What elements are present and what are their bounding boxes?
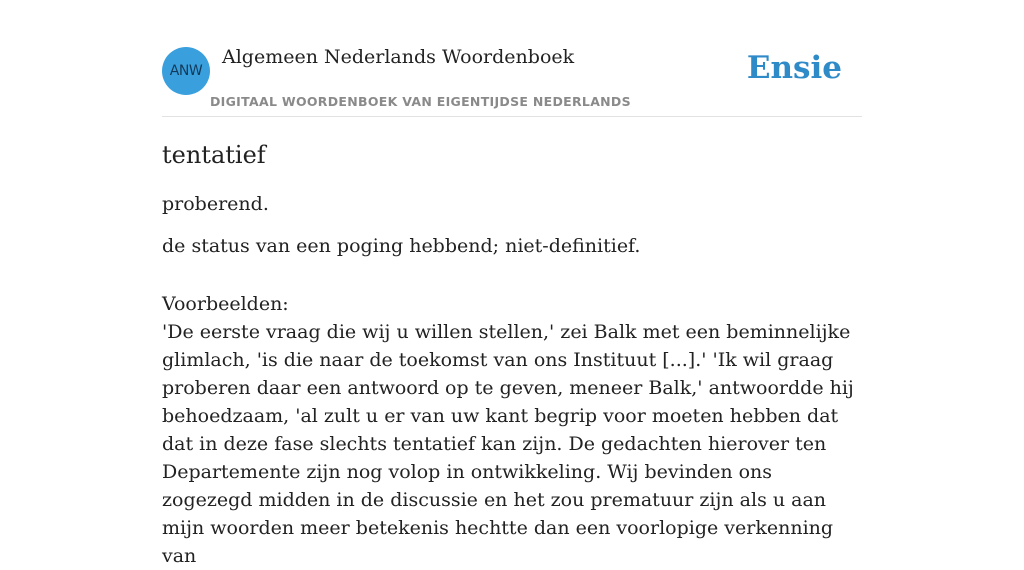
- site-header: [162, 0, 862, 117]
- anw-logo[interactable]: [162, 47, 210, 95]
- definition-short: proberend.: [162, 193, 269, 215]
- definition-long: de status van een poging hebbend; niet-definitief.: [162, 235, 641, 257]
- ensie-brand-link[interactable]: Ensie: [746, 50, 842, 86]
- examples-label: Voorbeelden:: [162, 293, 289, 315]
- site-subtitle: DIGITAAL WOORDENBOEK VAN EIGENTIJDSE NEDERLANDS: [210, 94, 631, 109]
- example-text: 'De eerste vraag die wij u willen stellen,' zei Balk met een beminnelijke glimlach, 'is die naar de toekomst van ons Instituut [...].' 'Ik wil graag proberen daar een antwoord op te geven, meneer Balk,' antwoordde hij behoedzaam, 'al zult u er van uw kant begrip voor moeten hebben dat dat in deze fase slechts tentatief kan zijn. De gedachten hierover ten Departemente zijn nog volop in ontwikkeling. Wij bevinden ons zogezegd midden in de discussie en het zou prematuur zijn als u aan mijn woorden meer betekenis hechtte dan een voorlopige verkenning van: [162, 321, 854, 567]
- logo-text: ANW: [169, 63, 203, 79]
- site-title[interactable]: Algemeen Nederlands Woordenboek: [222, 46, 575, 68]
- entry-term: tentatief: [162, 141, 266, 169]
- page: [162, 0, 862, 570]
